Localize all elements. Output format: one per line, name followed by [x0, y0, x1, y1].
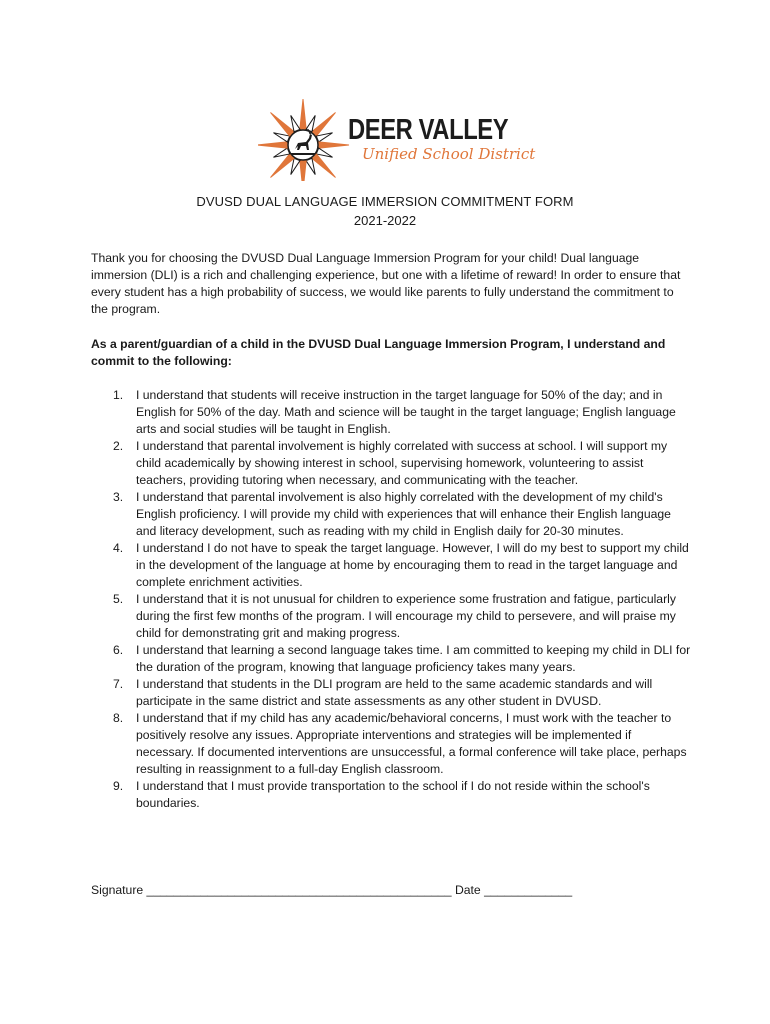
form-title: DVUSD DUAL LANGUAGE IMMERSION COMMITMENT FORM [196, 194, 574, 209]
form-year: 2021-2022 [353, 213, 417, 228]
list-item [91, 387, 691, 438]
list-item [91, 778, 691, 812]
item-number: 6. [113, 643, 124, 657]
item-text: I understand that if my child has any academic/behavioral concerns, I must work with the teacher to positively resolve any issues. Appropriate interventions and strategies will be implemented if necessary. If documented interventions are unsuccessful, a formal conference will take place, perhaps resulting in reassignment to a full-day English classroom. [136, 711, 687, 776]
sun-ray [316, 133, 332, 142]
list-item [91, 540, 691, 591]
item-text: I understand that students in the DLI program are held to the same academic standards and will participate in the same district and state assessments as any other student in DVUSD. [136, 677, 653, 708]
district-name: DEER VALLEY [348, 114, 509, 146]
sun-ray [319, 142, 349, 148]
signature-date-line[interactable]: Signature _____________________________________________ Date _____________ [91, 883, 573, 897]
list-item [91, 591, 691, 642]
sun-ray [291, 115, 300, 131]
item-number: 2. [113, 439, 124, 453]
commitment-heading: As a parent/guardian of a child in the DVUSD Dual Language Immersion Program, I understand and commit to the following: [91, 337, 666, 368]
list-item [91, 489, 691, 540]
list-item [91, 438, 691, 489]
item-number: 1. [113, 388, 124, 402]
item-number: 9. [113, 779, 124, 793]
list-item [91, 676, 691, 710]
list-item [91, 710, 691, 778]
item-text: I understand that students will receive instruction in the target language for 50% of the day; and in English for 50% of the day. Math and science will be taught in the target language; English language arts and social studies will be taught in English. [136, 388, 676, 436]
district-subtitle: Unified School District [362, 145, 536, 163]
item-text: I understand I do not have to speak the target language. However, I will do my best to support my child in the development of the language at home by encouraging them to read in the target language and complete enrichment activities. [136, 541, 689, 589]
item-number: 4. [113, 541, 124, 555]
item-text: I understand that it is not unusual for children to experience some frustration and fatigue, particularly during the first few months of the program. I will encourage my child to persevere, and will praise my child for demonstrating grit and making progress. [136, 592, 676, 640]
item-text: I understand that parental involvement is highly correlated with success at school. I will support my child academically by showing interest in school, supervising homework, volunteering to assist teachers, providing tutoring when necessary, and communicating with the teacher. [136, 439, 668, 487]
item-number: 8. [113, 711, 124, 725]
sun-ray [273, 133, 289, 142]
item-number: 7. [113, 677, 124, 691]
sun-ray [258, 142, 287, 148]
item-number: 3. [113, 490, 124, 504]
intro-paragraph: Thank you for choosing the DVUSD Dual Language Immersion Program for your child! Dual language immersion (DLI) is a rich and challenging experience, but one with a lifetime of reward! In order to ensure that every student has a high probability of success, we would like parents to fully understand the commitment to the program. [91, 251, 681, 316]
sun-ray [316, 148, 332, 157]
sun-ray [291, 158, 300, 174]
sun-ray [306, 158, 315, 174]
deer-icon [288, 129, 318, 160]
list-item [91, 642, 691, 676]
item-text: I understand that I must provide transportation to the school if I do not reside within the school's boundaries. [136, 779, 650, 810]
item-number: 5. [113, 592, 124, 606]
item-text: I understand that learning a second language takes time. I am committed to keeping my child in DLI for the duration of the program, knowing that language proficiency takes many years. [136, 643, 691, 674]
commitment-list [91, 387, 691, 812]
sun-ray [306, 115, 315, 131]
sun-ray [273, 148, 289, 157]
sun-ray [300, 161, 306, 181]
sun-ray [300, 99, 306, 129]
item-text: I understand that parental involvement is also highly correlated with the development of my child's English proficiency. I will provide my child with experiences that will enhance their English language and literacy development, such as reading with my child in English daily for 20-30 minutes. [136, 490, 671, 538]
